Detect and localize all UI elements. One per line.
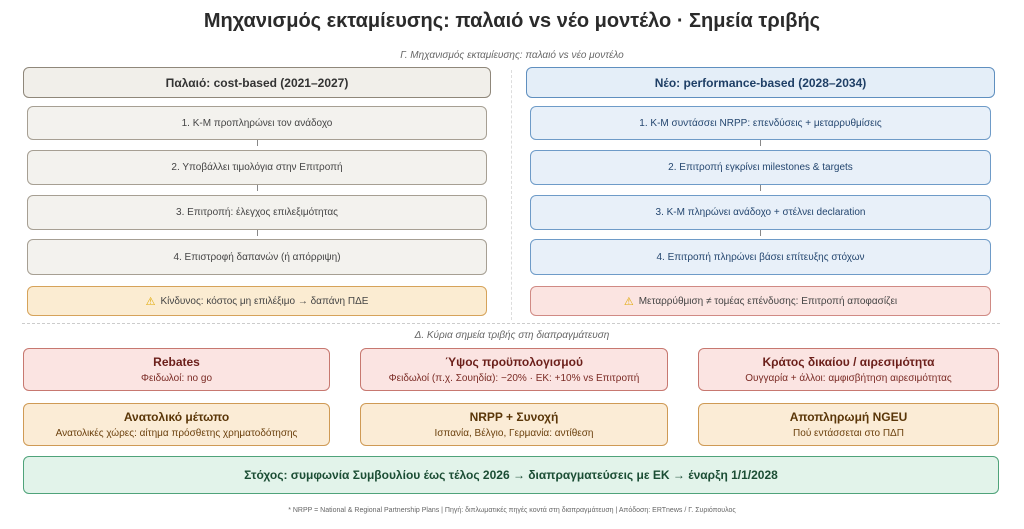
friction-eastern-front — [23, 403, 330, 446]
friction-title: Ανατολικό μέτωπο — [123, 410, 230, 424]
new-step-1: 1. Κ-Μ συντάσσει NRPP: επενδύσεις + μεταρρυθμίσεις — [530, 106, 991, 140]
old-step-3: 3. Επιτροπή: έλεγχος επιλεξιμότητας — [27, 195, 487, 230]
goal-banner: Στόχος: συμφωνία Συμβουλίου έως τέλος 2026 → διαπραγματεύσεις με ΕΚ → έναρξη 1/1/2028 — [23, 456, 999, 494]
friction-desc: Φειδωλοί (π.χ. Σουηδία): −20% · ΕΚ: +10% vs Επιτροπή — [388, 373, 640, 384]
friction-desc: Ισπανία, Βέλγιο, Γερμανία: αντίθεση — [434, 428, 594, 439]
friction-title: Ύψος προϋπολογισμού — [445, 355, 583, 369]
friction-desc: Ανατολικές χώρες: αίτημα πρόσθετης χρηματοδότησης — [55, 428, 298, 439]
old-step-4: 4. Επιστροφή δαπανών (ή απόρριψη) — [27, 239, 487, 275]
friction-title: Rebates — [153, 355, 200, 369]
old-step-2: 2. Υποβάλλει τιμολόγια στην Επιτροπή — [27, 150, 487, 185]
friction-ngeu-repayment — [698, 403, 999, 446]
old-connector-3 — [257, 230, 258, 236]
friction-budget-size — [360, 348, 668, 391]
old-connector-1 — [257, 140, 258, 146]
page-title: Μηχανισμός εκταμίευσης: παλαιό vs νέο μοντέλο · Σημεία τριβής — [203, 10, 821, 32]
friction-desc: Πού εντάσσεται στο ΠΔΠ — [793, 428, 904, 439]
new-model-header: Νέο: performance-based (2028–2034) — [526, 67, 995, 98]
old-step-1: 1. Κ-Μ προπληρώνει τον ανάδοχο — [27, 106, 487, 140]
new-connector-3 — [760, 230, 761, 236]
friction-rebates — [23, 348, 330, 391]
friction-title: Αποπληρωμή NGEU — [789, 410, 908, 424]
new-connector-2 — [760, 185, 761, 191]
old-risk-text: Κίνδυνος: κόστος μη επιλέξιμο → δαπάνη ΠΔΕ — [160, 295, 369, 307]
warning-icon: ⚠ — [145, 295, 156, 308]
old-risk-warning — [27, 286, 487, 316]
old-model-header: Παλαιό: cost-based (2021–2027) — [23, 67, 491, 98]
new-risk-warning — [530, 286, 991, 316]
friction-nrpp-cohesion — [360, 403, 668, 446]
footnote: * NRPP = National & Regional Partnership Plans | Πηγή: διπλωματικές πηγές κοντά στη διαπραγμάτευση | Απόδοση: ERTnews / Γ. Συριόπουλος — [288, 507, 736, 514]
warning-icon: ⚠ — [623, 295, 634, 308]
friction-title: Κράτος δικαίου / αιρεσιμότητα — [762, 355, 935, 369]
section-divider — [22, 323, 1000, 324]
friction-title: NRPP + Συνοχή — [469, 410, 559, 424]
section-g-label: Γ. Μηχανισμός εκταμίευσης: παλαιό vs νέο μοντέλο — [400, 50, 624, 61]
friction-desc: Φειδωλοί: no go — [140, 373, 213, 384]
new-connector-1 — [760, 140, 761, 146]
new-step-3: 3. Κ-Μ πληρώνει ανάδοχο + στέλνει declaration — [530, 195, 991, 230]
new-step-2: 2. Επιτροπή εγκρίνει milestones & targets — [530, 150, 991, 185]
friction-desc: Ουγγαρία + άλλοι: αμφισβήτηση αιρεσιμότητας — [745, 373, 952, 384]
old-connector-2 — [257, 185, 258, 191]
new-step-4: 4. Επιτροπή πληρώνει βάσει επίτευξης στόχων — [530, 239, 991, 275]
section-d-label: Δ. Κύρια σημεία τριβής στη διαπραγμάτευση — [414, 330, 610, 341]
friction-rule-of-law — [698, 348, 999, 391]
new-risk-text: Μεταρρύθμιση ≠ τομέας επένδυσης: Επιτροπή αποφασίζει — [638, 295, 898, 307]
column-separator — [511, 70, 512, 320]
